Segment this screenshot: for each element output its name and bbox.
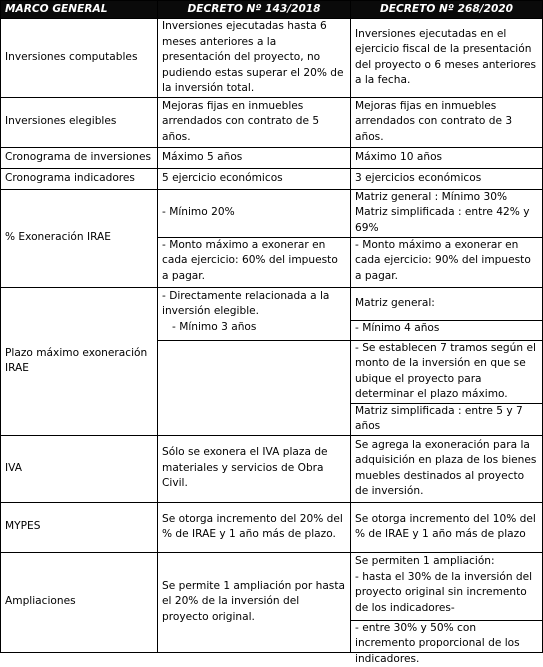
exoneracion-268-matriz: Matriz general : Mínimo 30% Matriz simplificada : entre 42% y 69%: [355, 190, 530, 234]
cell-143-cronograma-indicadores: 5 ejercicio económicos: [158, 168, 351, 189]
plazo-268-minimo: - Mínimo 4 años: [351, 320, 542, 340]
plazo-143-empty: [158, 340, 350, 435]
label-inversiones-computables: Inversiones computables: [1, 19, 158, 98]
plazo-268-matriz-general: Matriz general:: [355, 296, 435, 309]
label-iva: IVA: [1, 435, 158, 502]
ampliaciones-268-permiten: Se permiten 1 ampliación:: [355, 554, 495, 567]
row-inversiones-elegibles: [1, 97, 543, 147]
label-cronograma-indicadores: Cronograma indicadores: [1, 168, 158, 189]
cell-268-mypes: Se otorga incremento del 10% del % de IRAE y 1 año más de plazo: [351, 502, 543, 552]
cell-143-inversiones-computables: Inversiones ejecutadas hasta 6 meses anteriores a la presentación del proyecto, no pudiendo estas superar el 20% de la inversión total.: [158, 19, 351, 98]
cell-268-cronograma-inversiones: Máximo 10 años: [351, 147, 543, 168]
row-mypes: [1, 502, 543, 552]
cell-143-inversiones-elegibles: Mejoras fijas en inmuebles arrendados con contrato de 5 años.: [158, 97, 351, 147]
row-inversiones-computables: [1, 19, 543, 98]
exoneracion-143-minimo: - Mínimo 20%: [162, 206, 235, 219]
header-marco-general: MARCO GENERAL: [1, 1, 158, 19]
label-exoneracion-irae: % Exoneración IRAE: [1, 189, 158, 287]
header-decreto-268: DECRETO Nº 268/2020: [351, 1, 543, 19]
row-iva: [1, 435, 543, 502]
plazo-268-matriz-simplificada: Matriz simplificada : entre 5 y 7 años: [351, 403, 542, 435]
exoneracion-143-monto-maximo: - Monto máximo a exonerar en cada ejercicio: 60% del impuesto a pagar.: [158, 237, 350, 287]
row-ampliaciones: [1, 552, 543, 652]
row-plazo-maximo: [1, 287, 543, 435]
ampliaciones-268-entre-30-50: - entre 30% y 50% con incremento proporcional de los indicadores.: [351, 620, 542, 652]
row-cronograma-indicadores: [1, 168, 543, 189]
header-decreto-143: DECRETO Nº 143/2018: [158, 1, 351, 19]
row-exoneracion-irae: [1, 189, 543, 287]
label-mypes: MYPES: [1, 502, 158, 552]
cell-143-iva: Sólo se exonera el IVA plaza de materiales y servicios de Obra Civil.: [158, 435, 351, 502]
exoneracion-268-monto-maximo: - Monto máximo a exonerar en cada ejercicio: 90% del impuesto a pagar.: [351, 237, 542, 287]
label-ampliaciones: Ampliaciones: [1, 552, 158, 652]
cell-268-cronograma-indicadores: 3 ejercicios económicos: [351, 168, 543, 189]
label-plazo-maximo: Plazo máximo exoneración IRAE: [1, 287, 158, 435]
ampliaciones-268-hasta-30: - hasta el 30% de la inversión del proyecto original sin incremento de los indicadores-: [355, 570, 533, 614]
cell-143-exoneracion-irae: [158, 189, 351, 287]
label-cronograma-inversiones: Cronograma de inversiones: [1, 147, 158, 168]
cell-143-cronograma-inversiones: Máximo 5 años: [158, 147, 351, 168]
label-inversiones-elegibles: Inversiones elegibles: [1, 97, 158, 147]
cell-268-inversiones-computables: Inversiones ejecutadas en el ejercicio fiscal de la presentación del proyecto o 6 meses anteriores a la fecha.: [351, 19, 543, 98]
cell-268-plazo-maximo: [351, 287, 543, 435]
plazo-143-directamente: - Directamente relacionada a la inversión elegible.: [162, 289, 330, 317]
row-cronograma-inversiones: [1, 147, 543, 168]
cell-268-iva: Se agrega la exoneración para la adquisición en plaza de los bienes muebles destinados al proyecto de inversión.: [351, 435, 543, 502]
cell-268-inversiones-elegibles: Mejoras fijas en inmuebles arrendados con contrato de 3 años.: [351, 97, 543, 147]
cell-143-plazo-maximo: [158, 287, 351, 435]
cell-143-ampliaciones: Se permite 1 ampliación por hasta el 20% de la inversión del proyecto original.: [158, 552, 351, 652]
cell-268-ampliaciones: [351, 552, 543, 665]
plazo-268-tramos: - Se establecen 7 tramos según el monto de la inversión en que se ubique el proyecto para determinar el plazo máximo.: [351, 340, 542, 403]
plazo-143-minimo: - Mínimo 3 años: [172, 320, 257, 333]
header-row: [1, 1, 543, 19]
cell-143-mypes: Se otorga incremento del 20% del % de IRAE y 1 año más de plazo.: [158, 502, 351, 552]
cell-268-exoneracion-irae: [351, 189, 543, 287]
